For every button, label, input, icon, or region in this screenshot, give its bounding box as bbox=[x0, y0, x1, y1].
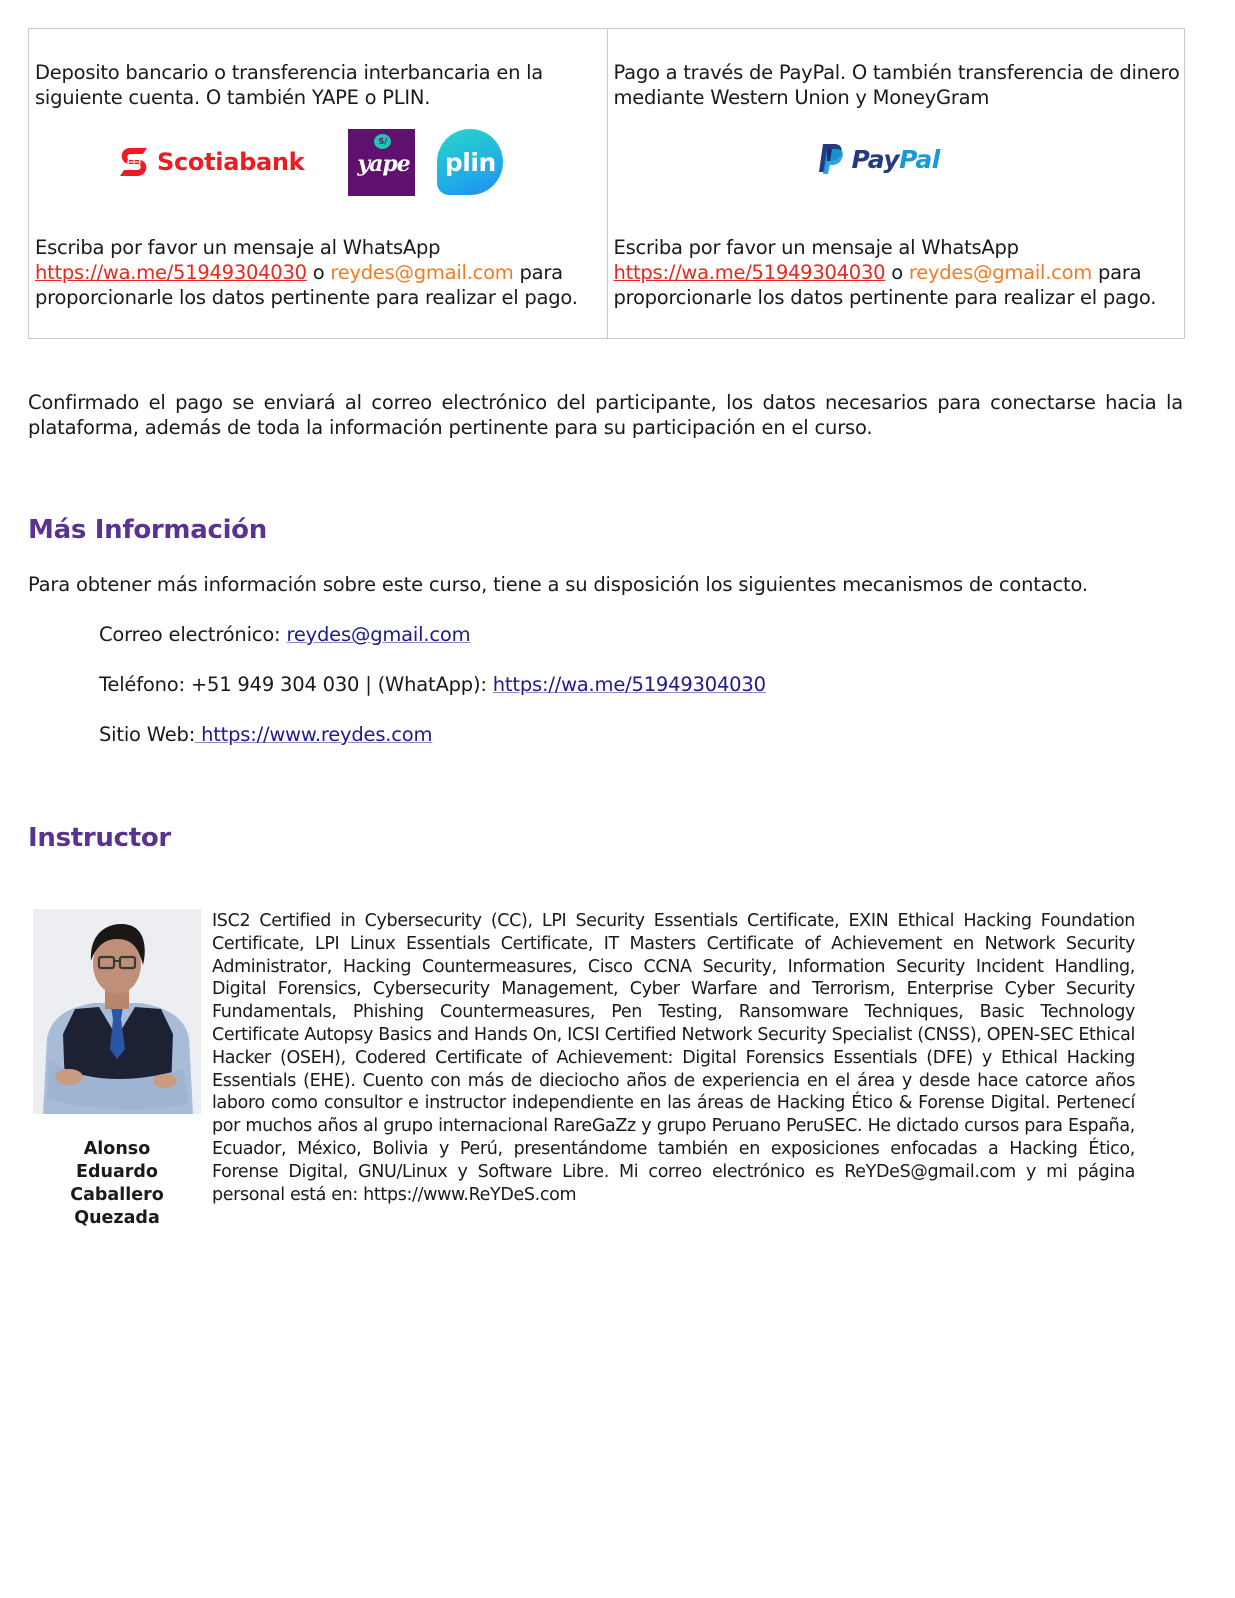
paypal-p-icon bbox=[818, 143, 844, 175]
contact-prefix: Escriba por favor un mensaje al WhatsApp bbox=[35, 236, 441, 259]
contact-suffix: para bbox=[519, 261, 563, 284]
website-link[interactable]: https://www.reydes.com bbox=[195, 723, 433, 746]
plin-logo bbox=[437, 129, 503, 195]
bank-payment-description: Deposito bancario o transferencia interbancaria en la siguiente cuenta. O también YAPE o PLIN. bbox=[35, 61, 543, 109]
confirmation-paragraph: Confirmado el pago se enviará al correo electrónico del participante, los datos necesarios para conectarse hacia la plataforma, además de toda la información pertinente para su participación en el curso. bbox=[28, 391, 1183, 439]
instructor-portrait-image bbox=[33, 909, 201, 1114]
email-label: Correo electrónico: bbox=[99, 623, 281, 646]
contact-suffix-line: proporcionarle los datos pertinente para realizar el pago. bbox=[613, 286, 1157, 309]
paypal-payment-description: Pago a través de PayPal. O también transferencia de dinero mediante Western Union y MoneyGram bbox=[613, 61, 1180, 109]
bank-logos bbox=[117, 128, 503, 196]
more-info-heading: Más Información bbox=[28, 515, 267, 545]
whatsapp-link[interactable]: https://wa.me/51949304030 bbox=[613, 261, 886, 284]
more-info-intro: Para obtener más información sobre este curso, tiene a su disposición los siguientes mecanismos de contacto. bbox=[28, 573, 1088, 596]
plin-wordmark: plin bbox=[444, 147, 496, 177]
email-link[interactable]: reydes@gmail.com bbox=[286, 623, 471, 646]
bank-contact-text bbox=[35, 235, 578, 310]
payment-methods-table bbox=[28, 28, 1185, 339]
contact-prefix: Escriba por favor un mensaje al WhatsApp bbox=[613, 236, 1019, 259]
connector-text: o bbox=[312, 261, 325, 284]
instructor-name-line: Alonso bbox=[83, 1139, 151, 1159]
payment-cell-paypal bbox=[607, 29, 1185, 338]
whatsapp-link[interactable]: https://wa.me/51949304030 bbox=[492, 673, 766, 696]
email-link[interactable]: reydes@gmail.com bbox=[908, 261, 1093, 284]
scotiabank-wordmark: Scotiabank bbox=[157, 148, 305, 176]
paypal-wordmark bbox=[852, 145, 940, 174]
paypal-wordmark-pay: Pay bbox=[851, 144, 900, 174]
scotiabank-logo bbox=[117, 145, 304, 179]
whatsapp-link[interactable]: https://wa.me/51949304030 bbox=[35, 261, 307, 284]
instructor-photo bbox=[33, 909, 201, 1114]
instructor-name bbox=[33, 1138, 201, 1230]
instructor-heading: Instructor bbox=[28, 823, 171, 853]
contact-suffix-line: proporcionarle los datos pertinente para realizar el pago. bbox=[35, 286, 578, 309]
connector-text: o bbox=[891, 261, 903, 284]
instructor-name-line: Eduardo bbox=[76, 1162, 158, 1182]
yape-wordmark: yape bbox=[357, 150, 410, 177]
email-link[interactable]: reydes@gmail.com bbox=[330, 261, 514, 284]
contact-phone-line bbox=[99, 672, 766, 697]
instructor-bio: ISC2 Certified in Cybersecurity (CC), LPI Security Essentials Certificate, EXIN Ethical Hacking Foundation Certificate, LPI Linux Essentials Certificate, IT Masters Certificate of Achievement en Network Security Administrator, Hacking Countermeasures, Cisco CCNA Security, Information Security Incident Handling, Digital Forensics, Cybersecurity Management, Cyber Warfare and Terrorism, Enterprise Cyber Security Fundamentals, Phishing Countermeasures, Pen Testing, Ransomware Techniques, Basic Technology Certificate Autopsy Basics and Hands On, ICSI Certified Network Security Specialist (CNSS), OPEN-SEC Ethical Hacker (OSEH), Codered Certificate of Achievement: Digital Forensics Essentials (DFE) y Ethical Hacking Essentials (EHE). Cuento con más de dieciocho años de experiencia en el área y desde hace catorce años laboro como consultor e instructor independiente en las áreas de Hacking Ético & Forense Digital. Pertenecí por muchos años al grupo internacional RareGaZz y grupo Peruano PeruSEC. He dictado cursos para España, Ecuador, México, Bolivia y Perú, presentándome también en exposiciones enfocadas a Hacking Ético, Forense Digital, GNU/Linux y Software Libre. Mi correo electrónico es ReYDeS@gmail.com y mi página personal está en: https://www.ReYDeS.com bbox=[212, 911, 1135, 1205]
paypal-contact-text bbox=[614, 235, 1157, 310]
paypal-logo bbox=[818, 143, 940, 175]
contact-email-line bbox=[99, 622, 470, 647]
instructor-name-line: Quezada bbox=[74, 1208, 160, 1228]
yape-currency-badge: S/ bbox=[374, 134, 391, 149]
payment-cell-bank bbox=[29, 29, 607, 338]
scotiabank-s-icon bbox=[117, 145, 151, 179]
yape-logo bbox=[348, 129, 415, 196]
contact-website-line bbox=[99, 722, 432, 747]
contact-suffix: para bbox=[1098, 261, 1142, 284]
phone-label: Teléfono: +51 949 304 030 | (WhatApp): bbox=[99, 673, 487, 696]
instructor-name-line: Caballero bbox=[70, 1185, 164, 1205]
website-label: Sitio Web: bbox=[99, 723, 196, 746]
paypal-wordmark-pal: Pal bbox=[899, 144, 940, 174]
